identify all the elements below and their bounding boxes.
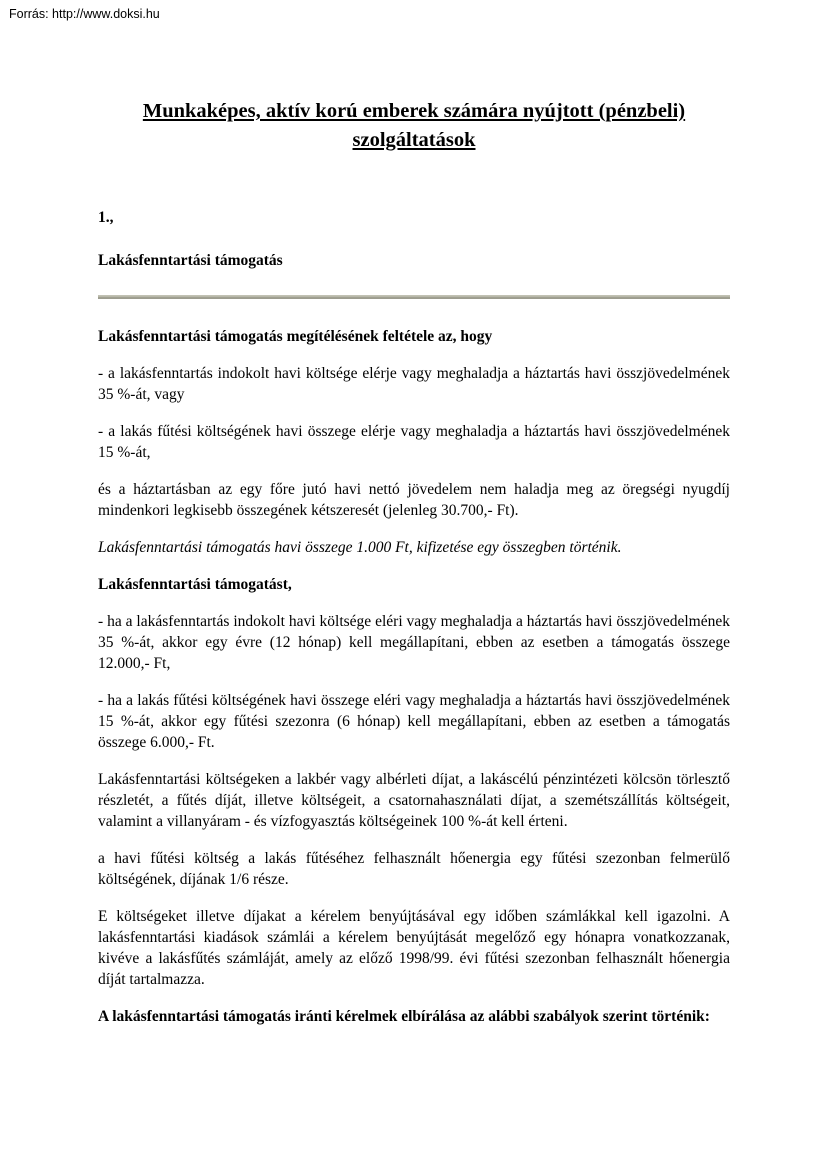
paragraph-monthly-amount-note: Lakásfenntartási támogatás havi összege 1.000 Ft, kifizetése egy összegben történik.	[98, 539, 622, 556]
paragraph-heating-season-grant: - ha a lakás fűtési költségének havi összege eléri vagy meghaladja a háztartás havi összjövedelmének 15 %-át, akkor egy fűtési szezonra (6 hónap) kell megállapítani, ebben az esetben a támogatás összege 6.000,- Ft.	[98, 692, 730, 751]
paragraph-cost-definition: Lakásfenntartási költségeken a lakbér vagy albérleti díjat, a lakáscélú pénzintézeti kölcsön törlesztő részletét, a fűtés díját, illetve költségeit, a csatornahasználati díjat, a szemétszállítás költségeit, valamint a villanyáram - és vízfogyasztás költségeinek 100 %-át kell érteni.	[98, 771, 730, 830]
paragraph-rules-heading: A lakásfenntartási támogatás iránti kérelmek elbírálása az alábbi szabályok szerint történik:	[98, 1008, 710, 1025]
section-number: 1.,	[98, 209, 114, 226]
paragraph-condition-heading: Lakásfenntartási támogatás megítélésének feltétele az, hogy	[98, 328, 493, 345]
section-title: Lakásfenntartási támogatás	[98, 252, 283, 269]
horizontal-rule	[98, 295, 730, 299]
paragraph-condition-35-percent: - a lakásfenntartás indokolt havi költsége elérje vagy meghaladja a háztartás havi összjövedelmének 35 %-át, vagy	[98, 365, 730, 403]
document-title: Munkaképes, aktív korú emberek számára nyújtott (pénzbeli) szolgáltatások	[142, 100, 686, 151]
paragraph-invoice-requirement: E költségeket illetve díjakat a kérelem benyújtásával egy időben számlákkal kell igazolni. A lakásfenntartási kiadások számlái a kérelem benyújtását megelőző egy hónapra vonatkozzanak, kivéve a lakásfűtés számláját, amely az előző 1998/99. évi fűtési szezonban felhasznált hőenergia díját tartalmazza.	[98, 908, 730, 988]
paragraph-subheading-tamogatast: Lakásfenntartási támogatást,	[98, 576, 292, 593]
paragraph-condition-15-percent: - a lakás fűtési költségének havi összege elérje vagy meghaladja a háztartás havi összjövedelmének 15 %-át,	[98, 423, 730, 461]
paragraph-income-limit: és a háztartásban az egy főre jutó havi nettó jövedelem nem haladja meg az öregségi nyugdíj mindenkori legkisebb összegének kétszeresét (jelenleg 30.700,- Ft).	[98, 481, 730, 519]
paragraph-monthly-heating-cost: a havi fűtési költség a lakás fűtéséhez felhasznált hőenergia egy fűtési szezonban felmerülő költségének, díjának 1/6 része.	[98, 850, 730, 888]
document-body	[0, 97, 827, 1027]
paragraph-yearly-grant: - ha a lakásfenntartás indokolt havi költsége eléri vagy meghaladja a háztartás havi összjövedelmének 35 %-át, akkor egy évre (12 hónap) kell megállapítani, ebben az esetben a támogatás összege 12.000,- Ft,	[98, 613, 730, 672]
source-url-line: Forrás: http://www.doksi.hu	[9, 7, 160, 21]
